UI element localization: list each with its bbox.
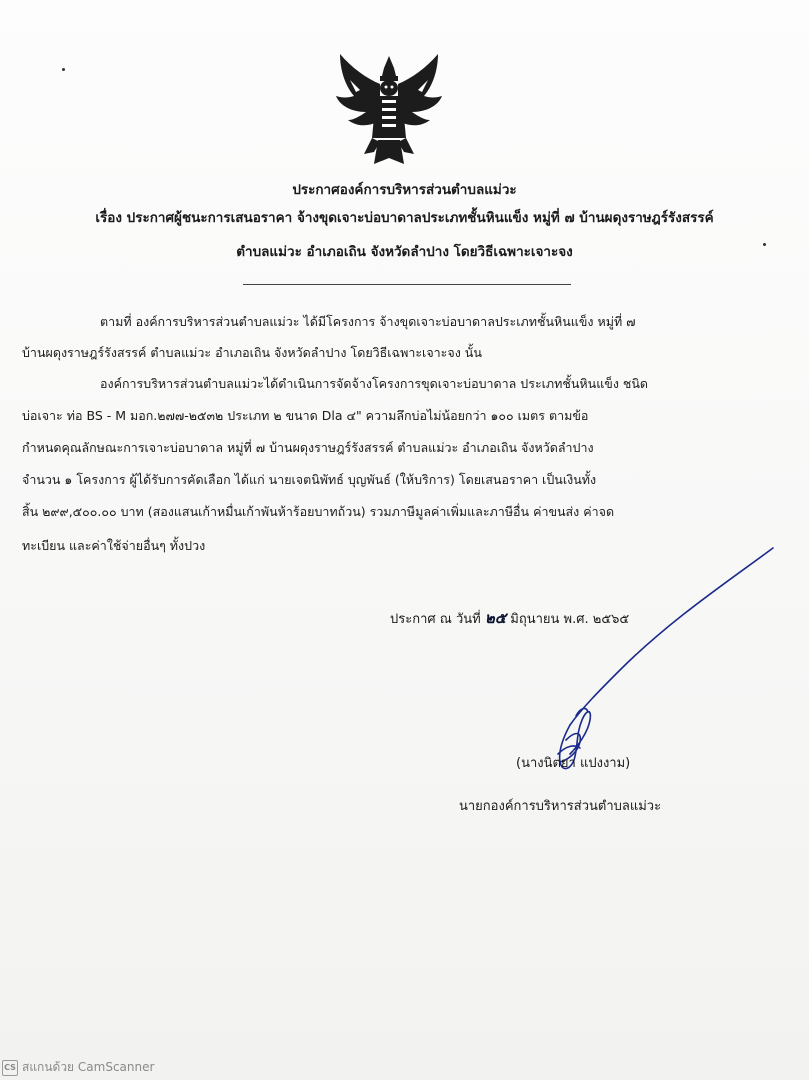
watermark-text: สแกนด้วย CamScanner — [22, 1060, 155, 1074]
date-month-label: มิถุนายน พ.ศ. — [510, 612, 589, 627]
paragraph-1-line: บ้านผดุงราษฎร์รังสรรค์ ตำบลแม่วะ อำเภอเถิน จังหวัดลำปาง โดยวิธีเฉพาะเจาะจง นั้น — [22, 345, 482, 360]
heading-divider — [243, 284, 571, 285]
cs-icon: CS — [2, 1060, 18, 1076]
paragraph-2-line: สิ้น ๒๙๙,๕๐๐.๐๐ บาท (สองแสนเก้าหมื่นเก้าพันห้าร้อยบาทถ้วน) รวมภาษีมูลค่าเพิ่มและภาษีอื่น ค่าขนส่ง ค่าจด — [22, 504, 615, 519]
handwritten-signature — [530, 540, 790, 780]
announcement-subject: เรื่อง ประกาศผู้ชนะการเสนอราคา จ้างขุดเจาะบ่อบาดาลประเภทชั้นหินแข็ง หมู่ที่ ๗ บ้านผดุงราษฎร์รังสรรค์ — [95, 210, 714, 226]
paragraph-2-line: ทะเบียน และค่าใช้จ่ายอื่นๆ ทั้งปวง — [22, 538, 206, 553]
signatory-title: นายกองค์การบริหารส่วนตำบลแม่วะ — [459, 799, 662, 814]
paragraph-2-line: บ่อเจาะ ท่อ BS - M มอก.๒๗๗-๒๕๓๒ ประเภท ๒ ขนาด Dla ๔" ความลึกบ่อไม่น้อยกว่า ๑๐๐ เมตร ตามข้อ — [22, 408, 589, 423]
date-day-handwritten: ๒๕ — [484, 609, 507, 627]
paragraph-2-line: องค์การบริหารส่วนตำบลแม่วะได้ดำเนินการจัดจ้างโครงการขุดเจาะบ่อบาดาล ประเภทชั้นหินแข็ง ชนิด — [100, 376, 649, 391]
paragraph-2-line: กำหนดคุณลักษณะการเจาะบ่อบาดาล หมู่ที่ ๗ บ้านผดุงราษฎร์รังสรรค์ ตำบลแม่วะ อำเภอเถิน จังหวัดลำปาง — [22, 440, 594, 455]
announcement-title: ประกาศองค์การบริหารส่วนตำบลแม่วะ — [292, 182, 517, 198]
date-year: ๒๕๖๕ — [592, 612, 630, 627]
date-prefix: ประกาศ ณ วันที่ — [390, 612, 481, 627]
scan-speck — [62, 68, 65, 71]
garuda-emblem-icon — [330, 50, 448, 170]
paragraph-2-line: จำนวน ๑ โครงการ ผู้ได้รับการคัดเลือก ได้แก่ นายเจตนิพัทธ์ บุญพันธ์ (ให้บริการ) โดยเสนอราคา เป็นเงินทั้ง — [22, 472, 597, 487]
camscanner-watermark — [2, 1058, 154, 1077]
announcement-subject-continued: ตำบลแม่วะ อำเภอเถิน จังหวัดลำปาง โดยวิธีเฉพาะเจาะจง — [236, 244, 573, 260]
paragraph-1-line: ตามที่ องค์การบริหารส่วนตำบลแม่วะ ได้มีโครงการ จ้างขุดเจาะบ่อบาดาลประเภทชั้นหินแข็ง หมู่ที่ ๗ — [100, 314, 636, 329]
signatory-name: (นางนิตยา แปงงาม) — [516, 756, 631, 771]
